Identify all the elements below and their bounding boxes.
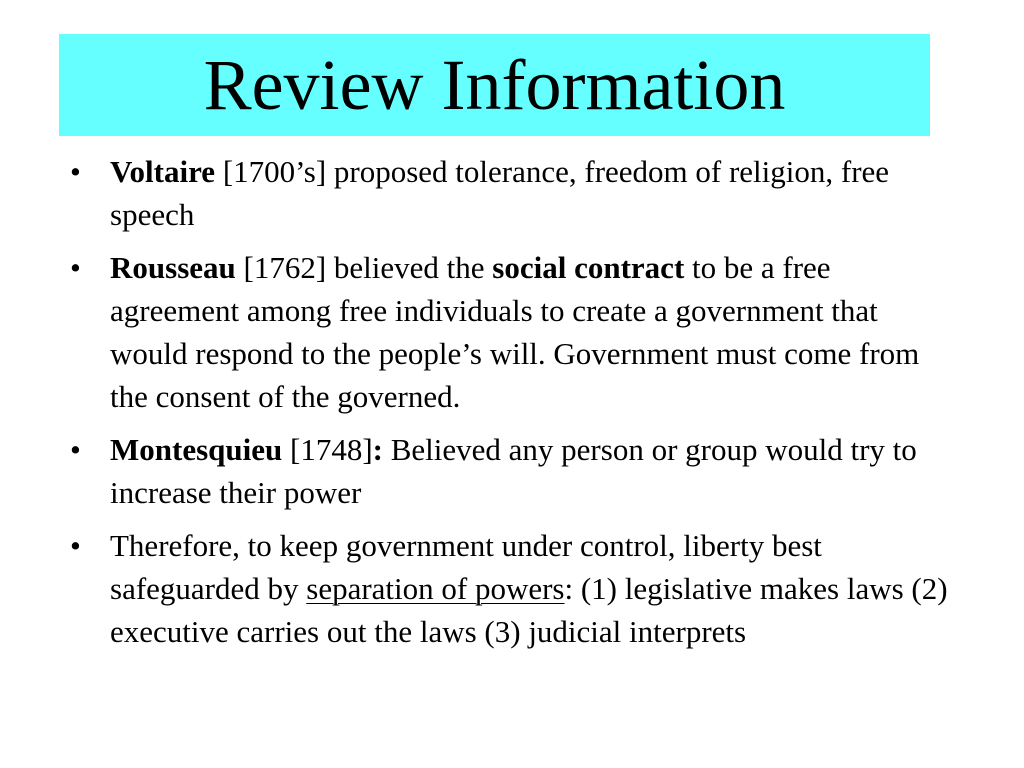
bullet-separation — [70, 524, 950, 653]
bullet-list — [70, 150, 950, 663]
bullet-separation-term: separation of powers — [306, 571, 565, 606]
bullet-dot: • — [70, 432, 81, 467]
bullet-dot: • — [70, 250, 81, 285]
title-banner — [59, 34, 930, 136]
bullet-dot: • — [70, 154, 81, 189]
bullet-rousseau-text-1: [1762] believed the — [235, 250, 493, 285]
bullet-rousseau-term: social contract — [492, 250, 685, 285]
slide-title: Review Information — [203, 45, 786, 125]
bullet-montesquieu-text-1: [1748] — [282, 432, 373, 467]
bullet-voltaire-name: Voltaire — [110, 154, 216, 189]
bullet-rousseau — [70, 246, 950, 418]
bullet-voltaire — [70, 150, 950, 236]
bullet-voltaire-text: [1700’s] proposed tolerance, freedom of religion, free speech — [110, 154, 890, 232]
bullet-montesquieu-name: Montesquieu — [110, 432, 283, 467]
bullet-montesquieu — [70, 428, 950, 514]
bullet-montesquieu-text-2: Believed any person or group would try to increase their power — [110, 432, 917, 510]
bullet-rousseau-text-2: to be a free agreement among free individuals to create a government that would respond to the people’s will. Government must come from the consent of the governed. — [110, 250, 920, 414]
bullet-dot: • — [70, 528, 81, 563]
bullet-rousseau-name: Rousseau — [110, 250, 236, 285]
bullet-separation-text-2: : (1) legislative makes laws (2) executive carries out the laws (3) judicial interprets — [110, 571, 948, 649]
bullet-separation-text-1: Therefore, to keep government under control, liberty best safeguarded by — [110, 528, 822, 606]
bullet-montesquieu-colon: : — [372, 432, 383, 467]
